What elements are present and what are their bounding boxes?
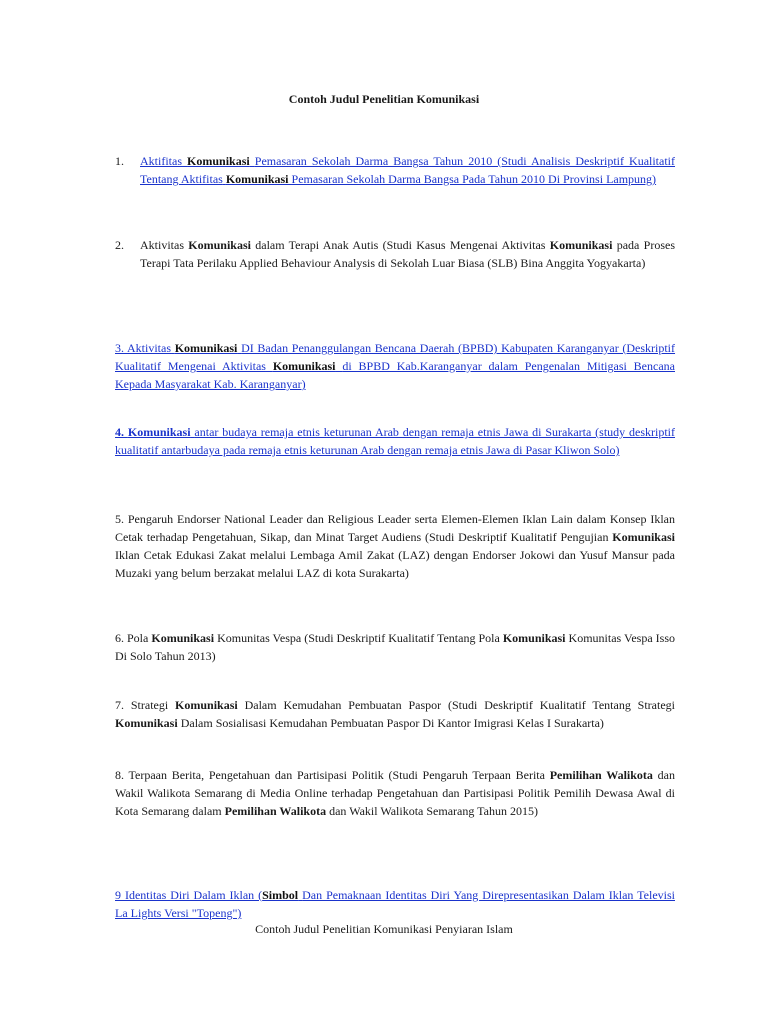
item-link[interactable]: 4. Komunikasi antar budaya remaja etnis keturunan Arab dengan remaja etnis Jawa di Surakarta (study deskriptif kualitatif antarbudaya pada remaja etnis keturunan Arab dengan remaja etnis Jawa di Pasar Kliwon Solo): [115, 425, 676, 457]
item-link[interactable]: 3. Aktivitas Komunikasi DI Badan Penanggulangan Bencana Daerah (BPBD) Kabupaten Karanganyar (Deskriptif Kualitatif Mengenai Aktivitas Komunikasi di BPBD Kab.Karanganyar dalam Pengenalan Mitigasi Bencana Kepada Masyarakat Kab. Karanganyar): [115, 341, 676, 391]
list-item-4[interactable]: [115, 423, 675, 459]
list-item-5: 5. Pengaruh Endorser National Leader dan Religious Leader serta Elemen-Elemen Iklan Lain dalam Konsep Iklan Cetak terhadap Pengetahuan, Sikap, dan Minat Target Audiens (Studi Deskriptif Kualitatif Pengujian Komunikasi Iklan Cetak Edukasi Zakat melalui Lembaga Amil Zakat (LAZ) dengan Endorser Jokowi dan Yusuf Mansur pada Muzaki yang belum berzakat melalui LAZ di kota Surakarta): [115, 512, 675, 580]
list-item-9[interactable]: [115, 886, 675, 922]
item-link[interactable]: Aktifitas Komunikasi Pemasaran Sekolah Darma Bangsa Tahun 2010 (Studi Analisis Deskriptif Kualitatif Tentang Aktifitas Komunikasi Pemasaran Sekolah Darma Bangsa Pada Tahun 2010 Di Provinsi Lampung): [140, 154, 676, 186]
item-link[interactable]: 9 Identitas Diri Dalam Iklan (Simbol Dan Pemaknaan Identitas Diri Yang Direpresentasikan Dalam Iklan Televisi La Lights Versi "Topeng"): [115, 888, 675, 920]
list-item-2: 2. Aktivitas Komunikasi dalam Terapi Anak Autis (Studi Kasus Mengenai Aktivitas Komunikasi pada Proses Terapi Tata Perilaku Applied Behaviour Analysis di Sekolah Luar Biasa (SLB) Bina Anggita Yogyakarta): [115, 238, 676, 270]
page-title: Contoh Judul Penelitian Komunikasi: [288, 92, 480, 106]
item-number: 1.: [115, 154, 124, 168]
list-item-1[interactable]: [115, 152, 675, 188]
list-item-3[interactable]: [115, 339, 675, 393]
section-heading: Contoh Judul Penelitian Komunikasi Penyiaran Islam: [255, 922, 513, 936]
list-item-7: 7. Strategi Komunikasi Dalam Kemudahan Pembuatan Paspor (Studi Deskriptif Kualitatif Tentang Strategi Komunikasi Dalam Sosialisasi Kemudahan Pembuatan Paspor Di Kantor Imigrasi Kelas I Surakarta): [115, 698, 675, 730]
list-item-8: 8. Terpaan Berita, Pengetahuan dan Partisipasi Politik (Studi Pengaruh Terpaan Berita Pemilihan Walikota dan Wakil Walikota Semarang di Media Online terhadap Pengetahuan dan Partisipasi Politik Pemilih Dewasa Awal di Kota Semarang dalam Pemilihan Walikota dan Wakil Walikota Semarang Tahun 2015): [115, 768, 675, 818]
list-item-6: 6. Pola Komunikasi Komunitas Vespa (Studi Deskriptif Kualitatif Tentang Pola Komunikasi Komunitas Vespa Isso Di Solo Tahun 2013): [115, 631, 676, 663]
item-number: 2.: [115, 238, 124, 252]
